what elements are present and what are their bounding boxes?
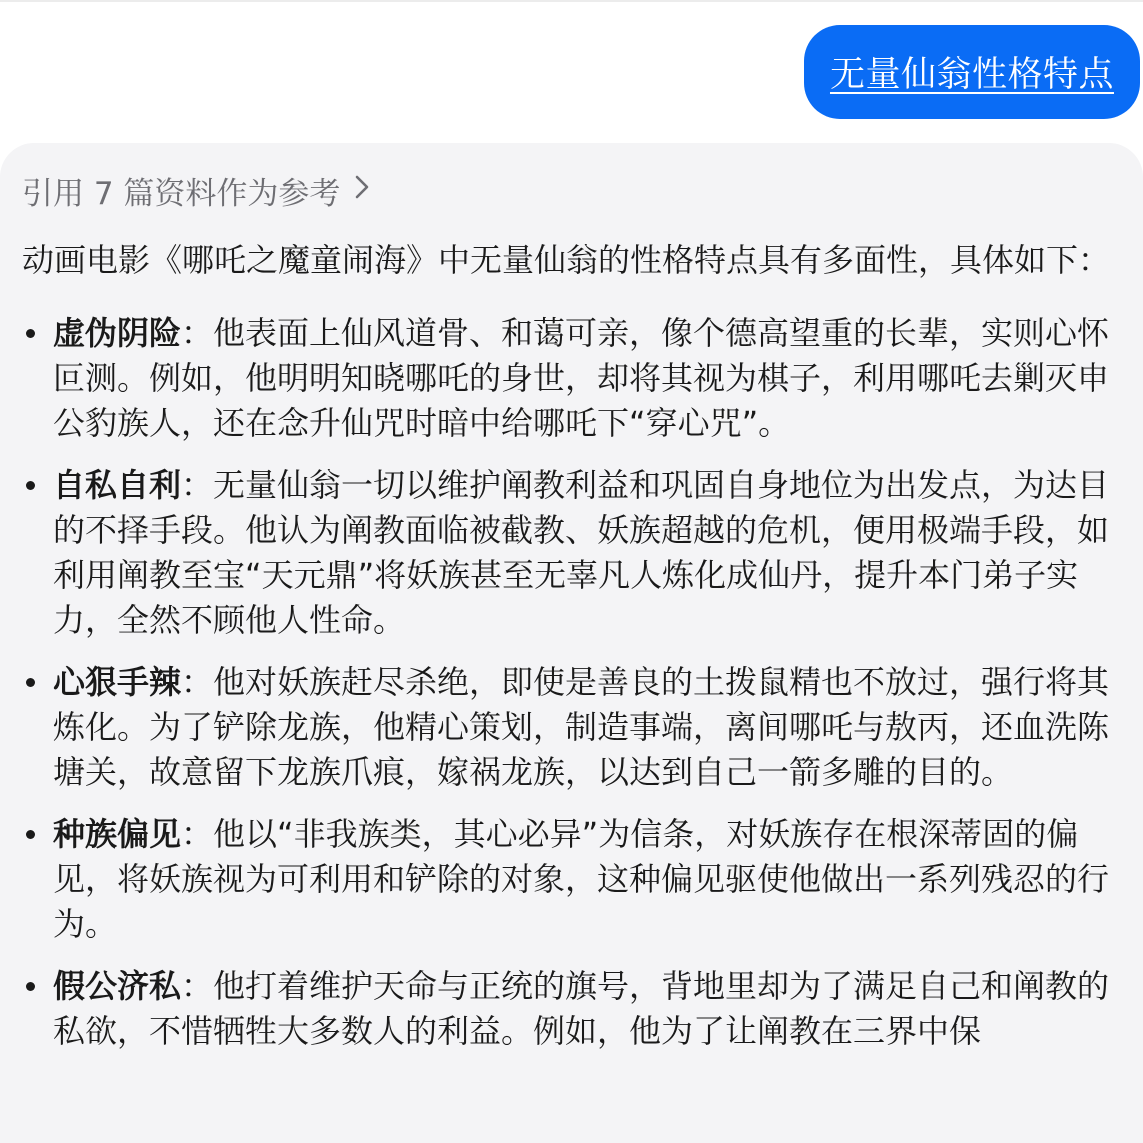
trait-title: 种族偏见 bbox=[53, 815, 182, 853]
bullet-icon bbox=[26, 982, 35, 991]
references-link[interactable] bbox=[22, 170, 370, 210]
answer-content bbox=[22, 238, 1122, 1071]
trait-separator: ： bbox=[181, 466, 214, 504]
trait-text: 他对妖族赶尽杀绝，即使是善良的土拨鼠精也不放过，强行将其炼化。为了铲除龙族，他精心策划，制造事端，离间哪吒与敖丙，还血洗陈塘关，故意留下龙族爪痕，嫁祸龙族，以达到自己一箭多雕的目的。 bbox=[53, 663, 1110, 791]
bullet-icon bbox=[26, 481, 35, 490]
list-item bbox=[22, 660, 1122, 795]
bullet-icon bbox=[26, 830, 35, 839]
chevron-right-icon bbox=[354, 173, 370, 208]
list-item bbox=[22, 812, 1122, 947]
trait-title: 虚伪阴险 bbox=[53, 314, 182, 352]
user-message-bubble[interactable] bbox=[804, 25, 1140, 119]
trait-separator: ： bbox=[181, 314, 214, 352]
top-divider bbox=[0, 0, 1143, 2]
bullet-icon bbox=[26, 329, 35, 338]
list-item bbox=[22, 463, 1122, 643]
answer-intro: 动画电影《哪吒之魔童闹海》中无量仙翁的性格特点具有多面性，具体如下： bbox=[22, 241, 1111, 279]
user-message-text[interactable]: 无量仙翁性格特点 bbox=[829, 55, 1114, 95]
trait-text: 他以“非我族类，其心必异”为信条，对妖族存在根深蒂固的偏见，将妖族视为可利用和铲除的对象，这种偏见驱使他做出一系列残忍的行为。 bbox=[53, 815, 1110, 943]
trait-text: 无量仙翁一切以维护阐教利益和巩固自身地位为出发点，为达目的不择手段。他认为阐教面临被截教、妖族超越的危机，便用极端手段，如利用阐教至宝“天元鼎”将妖族甚至无辜凡人炼化成仙丹，提升本门弟子实力，全然不顾他人性命。 bbox=[53, 466, 1110, 639]
trait-title: 假公济私 bbox=[53, 967, 182, 1005]
trait-separator: ： bbox=[181, 815, 214, 853]
trait-text: 他表面上仙风道骨、和蔼可亲，像个德高望重的长辈，实则心怀叵测。例如，他明明知晓哪吒的身世，却将其视为棋子，利用哪吒去剿灭申公豹族人，还在念升仙咒时暗中给哪吒下“穿心咒”。 bbox=[53, 314, 1110, 442]
trait-list bbox=[22, 311, 1122, 1054]
references-label: 引用 7 篇资料作为参考 bbox=[22, 175, 341, 212]
list-item bbox=[22, 964, 1122, 1054]
trait-title: 心狠手辣 bbox=[53, 663, 182, 701]
trait-separator: ： bbox=[181, 967, 214, 1005]
trait-text: 他打着维护天命与正统的旗号，背地里却为了满足自己和阐教的私欲，不惜牺牲大多数人的利益。例如，他为了让阐教在三界中保 bbox=[53, 967, 1110, 1050]
trait-separator: ： bbox=[181, 663, 214, 701]
list-item bbox=[22, 311, 1122, 446]
bullet-icon bbox=[26, 678, 35, 687]
trait-title: 自私自利 bbox=[53, 466, 182, 504]
